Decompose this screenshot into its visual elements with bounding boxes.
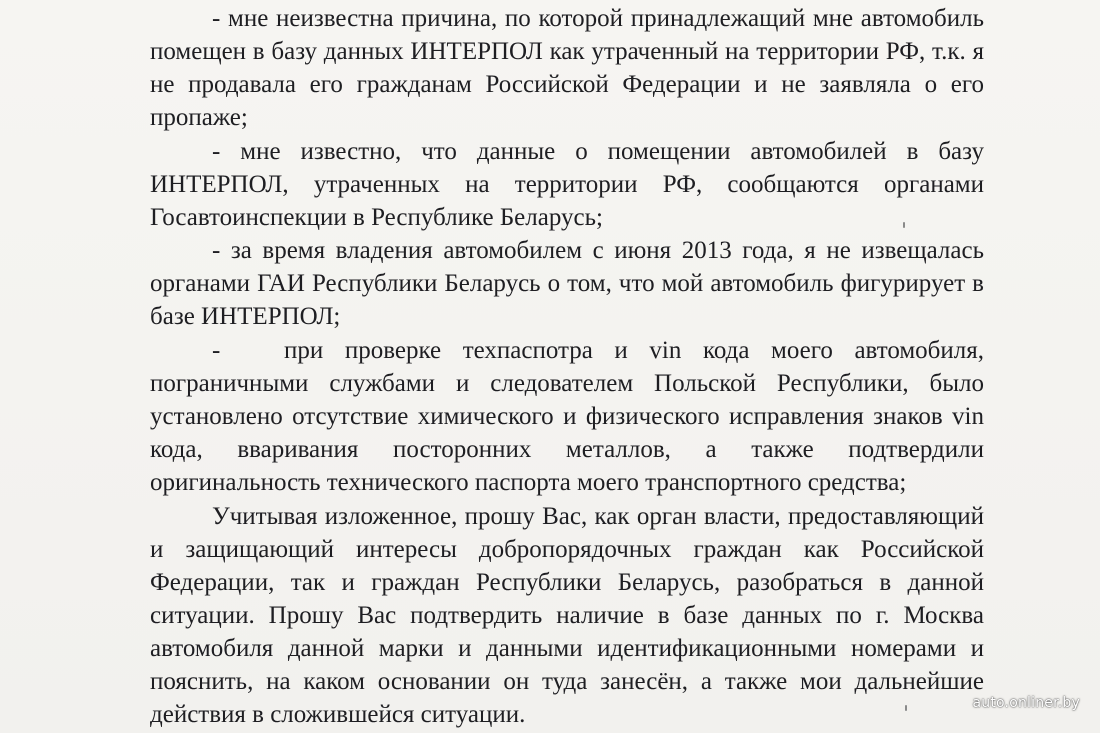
document-paragraph-4 bbox=[150, 334, 984, 499]
document-paragraph-1: - мне неизвестна причина, по которой принадлежащий мне автомобиль помещен в базу данных ИНТЕРПОЛ как утраченный на территории РФ, т.к. я не продавала его гражданам Российской Федерации и не заявляла о его пропаже; bbox=[150, 5, 984, 131]
site-watermark: auto.onliner.by bbox=[972, 695, 1080, 711]
document-paragraph-3: - за время владения автомобилем с июня 2013 года, я не извещалась органами ГАИ Республики Беларусь о том, что мой автомобиль фигурирует в базе ИНТЕРПОЛ; bbox=[150, 237, 984, 330]
scan-speck bbox=[905, 705, 907, 711]
scan-speck bbox=[903, 222, 905, 228]
document-paragraph-5: Учитывая изложенное, прошу Вас, как орган власти, предоставляющий и защищающий интересы добропорядочных граждан как Российской Федерации, так и граждан Республики Беларусь, разобраться в данной ситуации. Прошу Вас подтвердить наличие в базе данных по г. Москва автомобиля данной марки и данными идентификационными номерами и пояснить, на каком основании он туда занесён, а также мои дальнейшие действия в сложившейся ситуации. bbox=[150, 503, 984, 728]
document-paragraph-2: - мне известно, что данные о помещении автомобилей в базу ИНТЕРПОЛ, утраченных на территории РФ, сообщаются органами Госавтоинспекции в Республике Беларусь; bbox=[150, 138, 984, 231]
paragraph-4-dash: - bbox=[212, 337, 221, 364]
paragraph-4-text: при проверке техпаспотра и vin кода моего автомобиля, пограничными службами и следователем Польской Республики, было установлено отсутствие химического и физического исправления знаков vin кода, вваривания посторонних металлов, а также подтвердили оригинальность технического паспорта моего транспортного средства; bbox=[150, 337, 984, 496]
